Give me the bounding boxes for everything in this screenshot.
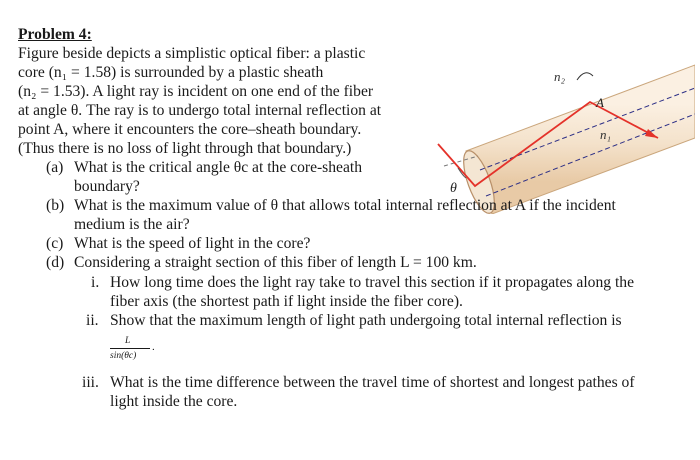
part-d-text-1: Considering a straight section of this fiber of length L = 100 km.: [74, 254, 477, 271]
intro-line-5: point A, where it encounters the core–sheath boundary.: [18, 121, 362, 138]
part-d-iii-label: iii.: [82, 374, 99, 391]
label-n1: n₁: [600, 127, 612, 142]
part-d-ii-text-1: Show that the maximum length of light path undergoing total internal reflection is: [110, 312, 622, 329]
part-d-iii-text-1: What is the time difference between the travel time of shortest and longest pathes of: [110, 374, 635, 391]
label-theta: θ: [450, 181, 457, 196]
part-c-label: (c): [46, 235, 64, 252]
part-d-i-text-2: fiber axis (the shortest path if light inside the fiber core).: [110, 293, 463, 310]
part-b-label: (b): [46, 197, 65, 214]
part-c-text-1: What is the speed of light in the core?: [74, 235, 311, 252]
intro-line-4: at angle θ. The ray is to undergo total internal reflection at: [18, 102, 382, 119]
part-a-label: (a): [46, 159, 64, 176]
part-a-text-2: boundary?: [74, 178, 140, 195]
label-A: A: [596, 95, 604, 110]
fraction-numerator: L: [125, 336, 131, 346]
part-d-ii-label: ii.: [86, 312, 99, 329]
part-b-text-2: medium is the air?: [74, 216, 190, 233]
fraction-bar: [110, 348, 150, 349]
part-d-iii-text-2: light inside the core.: [110, 393, 238, 410]
fraction-tail: .: [152, 341, 155, 353]
intro-line-2: core (n₁ = 1.58) is surrounded by a plastic sheath: [18, 64, 324, 81]
part-b-text-1: What is the maximum value of θ that allows total internal reflection at A if the incident: [74, 197, 616, 214]
fiber-sheath: [466, 65, 695, 214]
intro-line-6: (Thus there is no loss of light through that boundary.): [18, 140, 352, 157]
fraction-denominator: sin(θc): [110, 351, 137, 361]
intro-line-3: (n₂ = 1.53). A light ray is incident on one end of the fiber: [18, 83, 374, 100]
part-d-label: (d): [46, 254, 65, 271]
optical-fiber-figure: [430, 44, 695, 214]
part-d-i-text-1: How long time does the light ray take to travel this section if it propagates along the: [110, 274, 634, 291]
part-a-text-1: What is the critical angle θc at the core-sheath: [74, 159, 363, 176]
problem-title: Problem 4:: [18, 26, 92, 43]
n2-leader: [577, 73, 593, 80]
intro-line-1: Figure beside depicts a simplistic optical fiber: a plastic: [18, 45, 366, 62]
label-n2: n₂: [554, 69, 566, 84]
part-d-i-label: i.: [91, 274, 100, 291]
